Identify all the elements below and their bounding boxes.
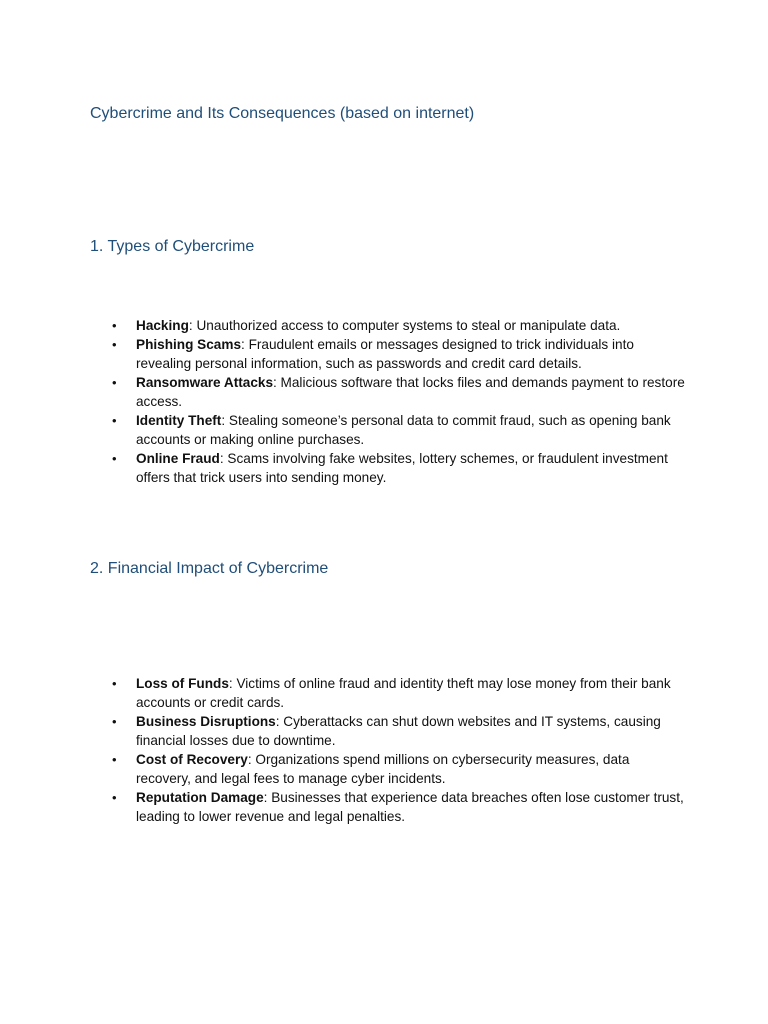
list-item-term: Loss of Funds bbox=[136, 676, 229, 691]
list-item-term: Reputation Damage bbox=[136, 790, 264, 805]
list-item-text: : Cyberattacks can shut down websites and IT systems, causing financial losses due to downtime. bbox=[136, 714, 661, 748]
list-item-term: Phishing Scams bbox=[136, 337, 242, 352]
list-item-text: : Victims of online fraud and identity theft may lose money from their bank accounts or credit cards. bbox=[136, 676, 671, 710]
cybercrime-types-list bbox=[108, 316, 688, 487]
list-item-text: : Organizations spend millions on cybersecurity measures, data recovery, and legal fees to manage cyber incidents. bbox=[136, 752, 630, 786]
list-item-text: : Scams involving fake websites, lottery schemes, or fraudulent investment offers that trick users into sending money. bbox=[136, 451, 668, 485]
document-title: Cybercrime and Its Consequences (based on internet) bbox=[90, 105, 475, 122]
section-heading-types: 1. Types of Cybercrime bbox=[90, 238, 255, 255]
list-item-term: Cost of Recovery bbox=[136, 752, 248, 767]
financial-impact-list bbox=[108, 674, 688, 826]
list-item-text: : Fraudulent emails or messages designed to trick individuals into revealing personal information, such as passwords and credit card details. bbox=[136, 337, 634, 371]
list-item-term: Identity Theft bbox=[136, 413, 222, 428]
bullet-icon: • bbox=[112, 318, 117, 333]
list-item bbox=[108, 449, 688, 487]
list-item bbox=[108, 411, 688, 449]
bullet-icon: • bbox=[112, 451, 117, 466]
section-heading-financial-impact: 2. Financial Impact of Cybercrime bbox=[90, 560, 329, 577]
bullet-icon: • bbox=[112, 413, 117, 428]
list-item-text: : Businesses that experience data breaches often lose customer trust, leading to lower revenue and legal penalties. bbox=[136, 790, 684, 824]
list-item bbox=[108, 373, 688, 411]
list-item-term: Online Fraud bbox=[136, 451, 220, 466]
list-item-text: : Malicious software that locks files and demands payment to restore access. bbox=[136, 375, 685, 409]
bullet-icon: • bbox=[112, 790, 117, 805]
list-item-term: Hacking bbox=[136, 318, 189, 333]
list-item bbox=[108, 788, 688, 826]
list-item-text: : Unauthorized access to computer systems to steal or manipulate data. bbox=[188, 318, 621, 333]
list-item bbox=[108, 712, 688, 750]
list-item bbox=[108, 335, 688, 373]
bullet-icon: • bbox=[112, 375, 117, 390]
list-item-term: Business Disruptions bbox=[136, 714, 276, 729]
bullet-icon: • bbox=[112, 337, 117, 352]
bullet-icon: • bbox=[112, 676, 117, 691]
bullet-icon: • bbox=[112, 752, 117, 767]
list-item-term: Ransomware Attacks bbox=[136, 375, 273, 390]
list-item bbox=[108, 750, 688, 788]
list-item bbox=[108, 316, 688, 335]
list-item bbox=[108, 674, 688, 712]
bullet-icon: • bbox=[112, 714, 117, 729]
list-item-text: : Stealing someone’s personal data to commit fraud, such as opening bank accounts or making online purchases. bbox=[136, 413, 671, 447]
